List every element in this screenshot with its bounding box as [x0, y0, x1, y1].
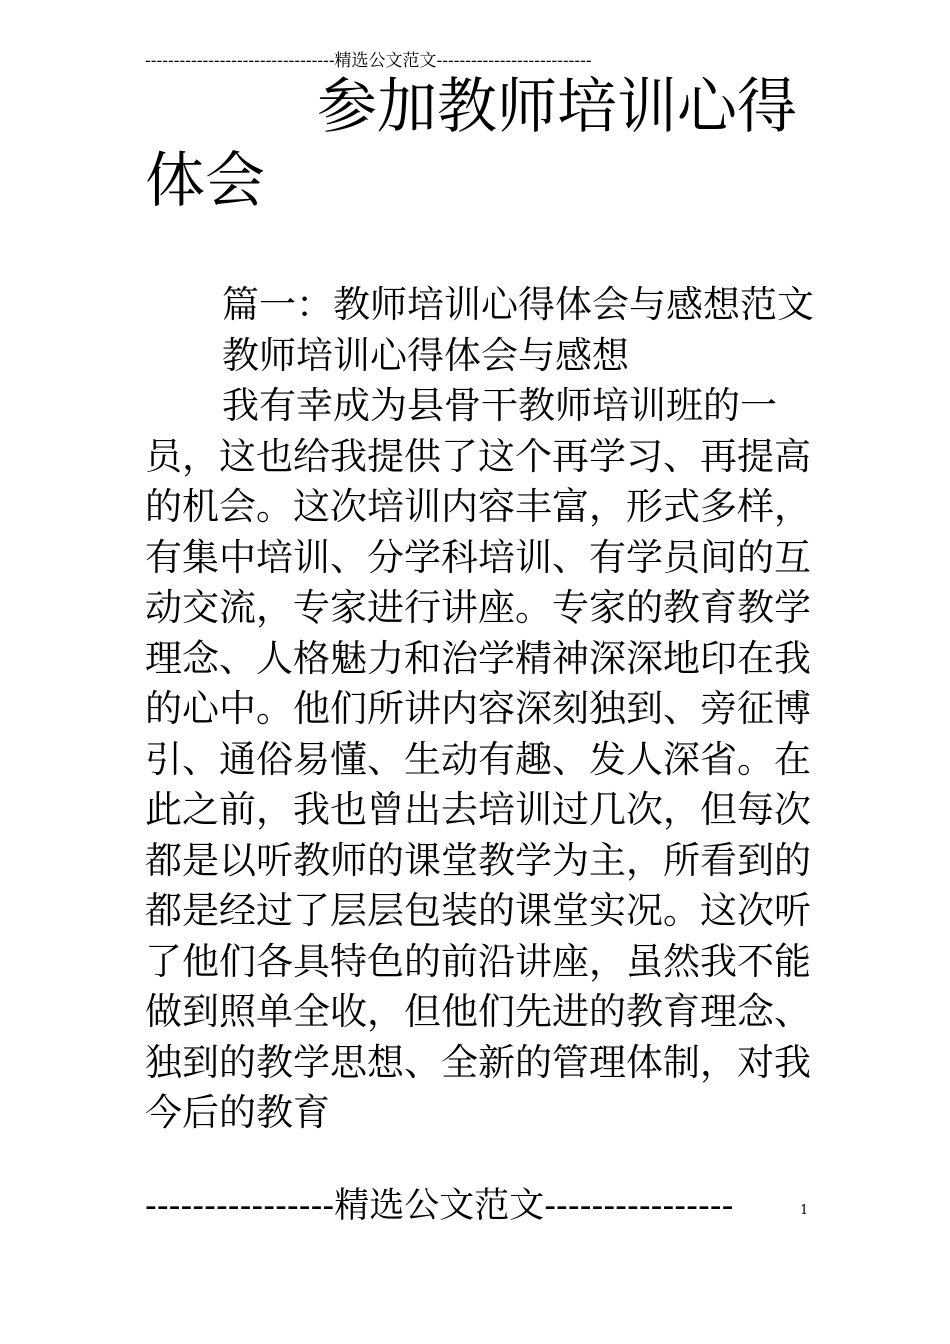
document-body: [145, 280, 825, 1139]
subheading: 教师培训心得体会与感想: [222, 333, 629, 377]
document-title: [145, 70, 805, 218]
document-title-text: 参加教师培训心得体会: [145, 72, 797, 216]
section-heading: 篇一：教师培训心得体会与感想范文: [222, 283, 814, 326]
body-paragraph: 我有幸成为县骨干教师培训班的一员，这也给我提供了这个再学习、再提高的机会。这次培训内容丰富，形式多样，有集中培训、分学科培训、有学员间的互动交流，专家进行讲座。专家的教育教学理念、人格魅力和治学精神深深地印在我的心中。他们所讲内容深刻独到、旁征博引、通俗易懂、生动有趣、发人深省。在此之前，我也曾出去培训过几次，但每次都是以听教师的课堂教学为主，所看到的都是经过了层层包装的课堂实况。这次听了他们各具特色的前沿讲座，虽然我不能做到照单全收，但他们先进的教育理念、独到的教学思想、全新的管理体制，对我今后的教育: [145, 384, 811, 1134]
page-header: ---------------------------------精选公文范文---------------------------: [145, 51, 592, 71]
page-number: 1: [800, 1203, 809, 1218]
page-footer: ----------------精选公文范文----------------: [145, 1186, 734, 1226]
